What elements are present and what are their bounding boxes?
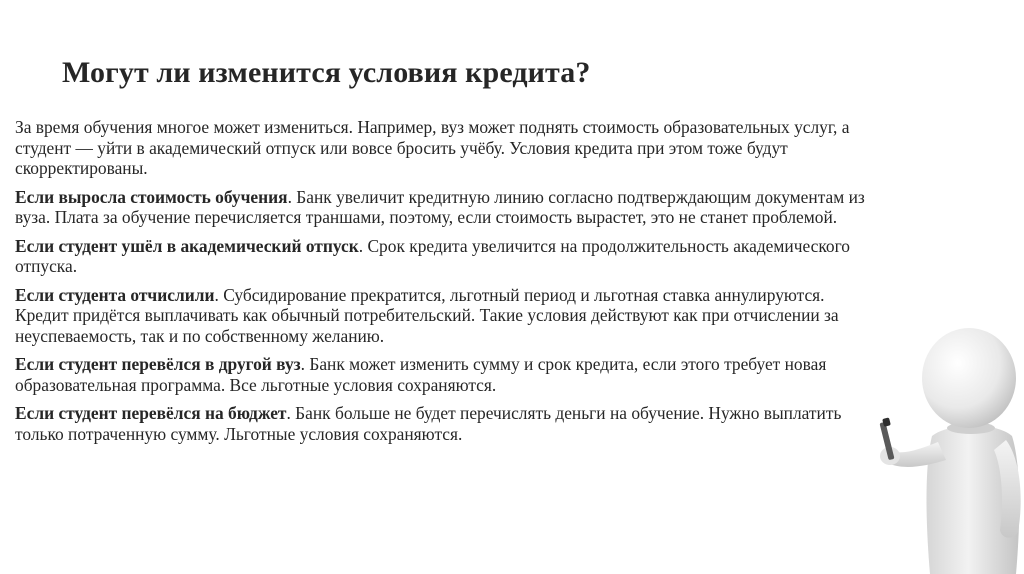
case-heading: Если студент перевёлся на бюджет (15, 403, 287, 423)
case-heading: Если студента отчислили (15, 284, 215, 305)
case-heading: Если студент ушёл в академический отпуск (15, 235, 359, 256)
slide-body (15, 117, 877, 452)
case-text: . Срок кредита увеличится на продолжительность академического отпуска. (15, 235, 850, 276)
intro-paragraph: За время обучения многое может измениться. Например, вуз может поднять стоимость образовательных услуг, а студент — уйти в академический отпуск или вовсе бросить учёбу. Условия кредита при этом тоже будут скорректированы. (15, 117, 850, 178)
case-paragraph-academic-leave (15, 236, 877, 277)
case-text: . Банк больше не будет перечислять деньги на обучение. Нужно выплатить только потраченную сумму. Льготные условия сохраняются. (15, 403, 842, 444)
case-paragraph-transfer-university (15, 354, 877, 395)
case-text: . Субсидирование прекратится, льготный период и льготная ставка аннулируются. Кредит придётся выплачивать как обычный потребительский. Такие условия действуют как при отчислении за неуспеваемость, так и по собственному желанию. (15, 284, 839, 346)
case-text: . Банк увеличит кредитную линию согласно подтверждающим документам из вуза. Плата за обучение перечисляется траншами, поэтому, если стоимость вырастет, это не станет проблемой. (15, 186, 865, 227)
case-paragraph-expelled (15, 285, 877, 347)
slide-title: Могут ли изменится условия кредита? (62, 56, 591, 89)
case-paragraph-transfer-budget (15, 403, 877, 444)
case-text: . Банк может изменить сумму и срок кредита, если этого требует новая образовательная программа. Все льготные условия сохраняются. (15, 354, 827, 395)
case-heading: Если выросла стоимость обучения (15, 186, 288, 207)
case-heading: Если студент перевёлся в другой вуз (15, 354, 301, 374)
case-paragraph-tuition-increase (15, 187, 877, 228)
presenter-figure-icon (874, 318, 1024, 574)
